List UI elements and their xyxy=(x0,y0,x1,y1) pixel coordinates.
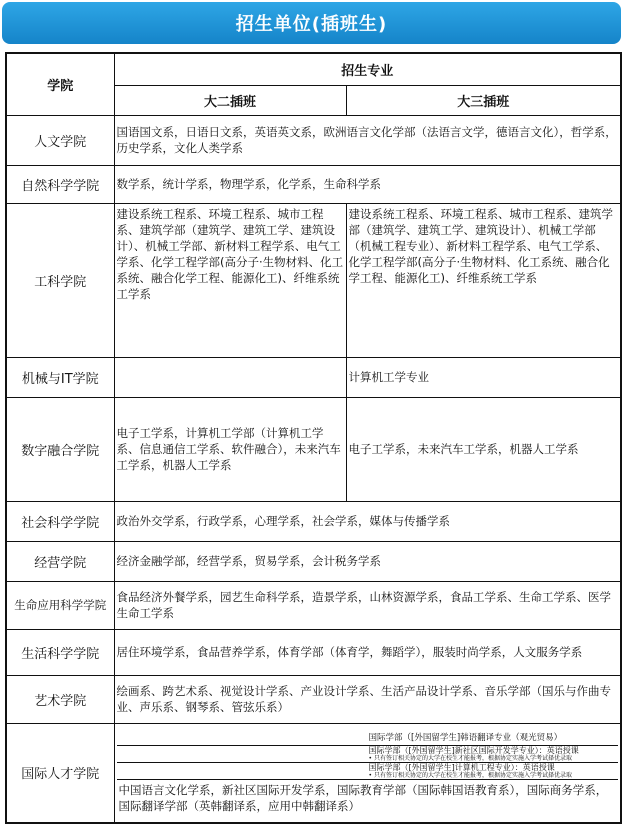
college-name: 自然科学学院 xyxy=(6,165,114,203)
intl-subrow xyxy=(117,746,619,763)
college-name: 社会科学学院 xyxy=(6,501,114,541)
college-name: 机械与IT学院 xyxy=(6,357,114,397)
table-row xyxy=(6,115,621,165)
title-banner xyxy=(2,2,621,44)
intl-sub-note: • 只有签订相关协定的大学在校生才能报考，根据协定实施入学考试择优录取 xyxy=(368,754,572,762)
majors-year3: 电子工学系，未来汽车工学系，机器人工学系 xyxy=(346,397,621,501)
majors-year2: 食品经济外餐学系，园艺生命科学系，造景学系，山林资源学系，食品工学系、生命工学系、医学生命工学系 xyxy=(114,581,621,629)
majors-year2: 建设系统工程系、环境工程系、城市工程系、建筑学部（建筑学、建筑工学、建筑设计）、机械工学部、新材料工程学系、电气工学系、化学工程学部(高分子·生物材料、化工系统、融合化学工程、能源化工)、纤维系统工学系 xyxy=(114,203,346,357)
college-name: 生命应用科学学院 xyxy=(6,581,114,629)
table-row xyxy=(6,501,621,541)
intl-sub-note: • 只有签订相关协定的大学在校生才能报考，根据协定实施入学考试择优录取 xyxy=(368,771,572,779)
intl-sub-title: 国际学部（[外国留学生]计算机工程专业）：英语授课 xyxy=(368,762,555,772)
header-college: 学院 xyxy=(6,53,114,115)
college-name: 人文学院 xyxy=(6,115,114,165)
page-title: 招生单位(插班生) xyxy=(235,14,388,35)
intl-bottom-majors: 中国语言文化学系，新社区国际开发学系，国际教育学部（国际韩国语教育系），国际商务学系，国际翻译学部（英韩翻译系，应用中韩翻译系） xyxy=(118,782,608,813)
header-year3: 大三插班 xyxy=(346,85,621,115)
college-name: 生活科学学院 xyxy=(6,629,114,675)
majors-year2: 经济金融学部，经营学系，贸易学系，会计税务学系 xyxy=(114,541,621,581)
admission-table xyxy=(5,52,622,824)
majors-year2: 政治外交学系，行政学系，心理学系，社会学系，媒体与传播学系 xyxy=(114,501,621,541)
majors-year2: 绘画系、跨艺术系、视觉设计学系、产业设计学系、生活产品设计学系、音乐学部（国乐与作曲专业、声乐系、钢琴系、管弦乐系） xyxy=(114,675,621,723)
majors-year3: 计算机工学专业 xyxy=(346,357,621,397)
table-row xyxy=(6,397,621,501)
table-row xyxy=(6,675,621,723)
college-name: 艺术学院 xyxy=(6,675,114,723)
college-name: 国际人才学院 xyxy=(6,723,114,823)
table-row xyxy=(6,723,621,823)
college-name: 工科学院 xyxy=(6,203,114,357)
majors-year2: 居住环境学系，食品营养学系，体育学部（体育学，舞蹈学），服装时尚学系，人文服务学系 xyxy=(114,629,621,675)
intl-subrow: 国际学部（[外国留学生]韩语翻译专业（观光贸易） xyxy=(117,732,619,746)
intl-sub-title: 国际学部（[外国留学生]新社区国际开发学专业）：英语授课 xyxy=(368,745,579,755)
table-row xyxy=(6,165,621,203)
majors-year2: 数学系，统计学系，物理学系，化学系，生命科学系 xyxy=(114,165,621,203)
intl-majors xyxy=(114,723,621,823)
header-year2: 大二插班 xyxy=(114,85,346,115)
header-major: 招生专业 xyxy=(114,53,621,85)
majors-year2 xyxy=(114,357,346,397)
majors-year2: 电子工学系，计算机工学部（计算机工学系、信息通信工学系、软件融合），未来汽车工学系，机器人工学系 xyxy=(114,397,346,501)
majors-year3: 建设系统工程系、环境工程系、城市工程系、建筑学部（建筑学、建筑工学、建筑设计）、机械工学部（机械工程专业）、新材料工程学系、电气工学系、化学工程学部(高分子·生物材料、化工系统、融合化学工程、能源化工)、纤维系统工学系 xyxy=(346,203,621,357)
table-row xyxy=(6,357,621,397)
table-row xyxy=(6,541,621,581)
table-row xyxy=(6,581,621,629)
intl-subrow xyxy=(117,763,619,780)
table-row xyxy=(6,203,621,357)
majors-year2: 国语国文系，日语日文系，英语英文系，欧洲语言文化学部（法语言文学，德语言文化），哲学系，历史学系，文化人类学系 xyxy=(114,115,621,165)
college-name: 数字融合学院 xyxy=(6,397,114,501)
college-name: 经营学院 xyxy=(6,541,114,581)
table-row xyxy=(6,629,621,675)
